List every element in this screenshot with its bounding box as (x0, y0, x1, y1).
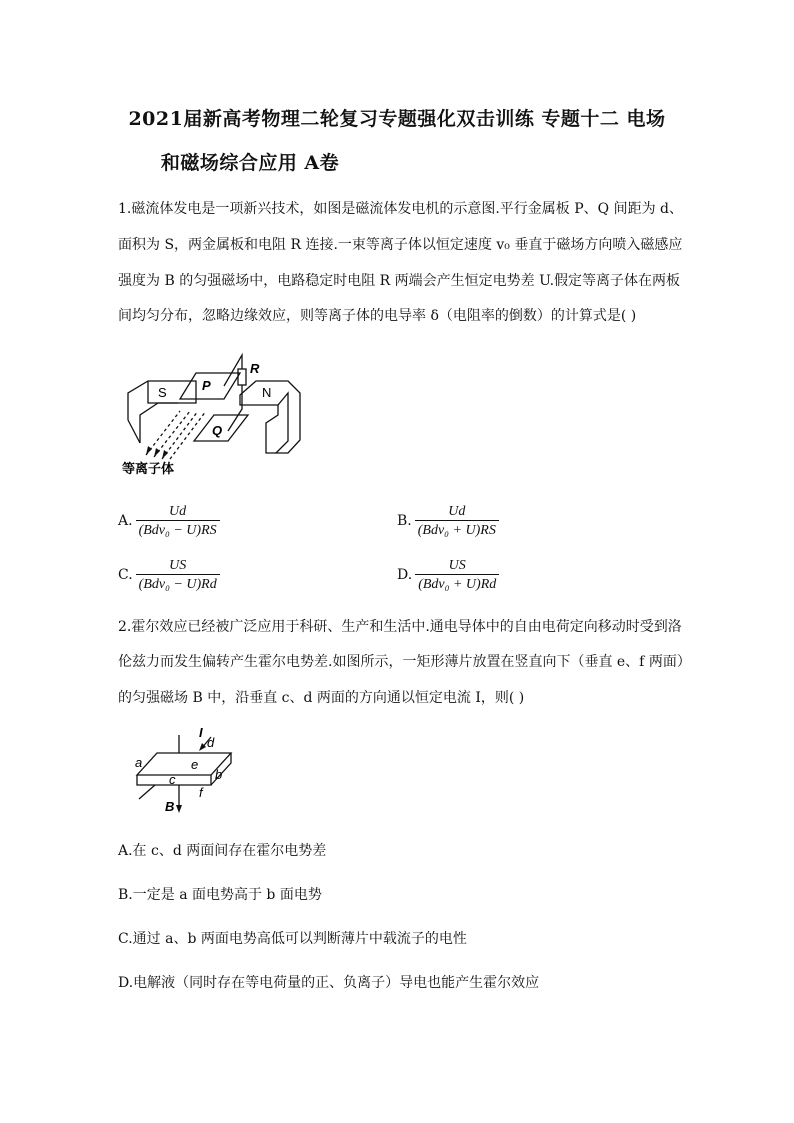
q2-line-1: 2.霍尔效应已经被广泛应用于科研、生产和生活中.通电导体中的自由电荷定向移动时受到洛 (118, 619, 682, 635)
q2-option-a: A.在 c、d 两面间存在霍尔电势差 (118, 843, 327, 859)
fraction-numerator: Ud (448, 504, 466, 519)
option-label: D. (397, 567, 413, 583)
label-e: e (191, 757, 199, 772)
label-i: I (199, 725, 203, 740)
label-b: b (215, 767, 223, 782)
hall-effect-figure (125, 725, 245, 820)
label-r: R (250, 361, 260, 376)
option-label: B. (397, 513, 412, 529)
q1-option-a (118, 503, 220, 539)
q2-option-b: B.一定是 a 面电势高于 b 面电势 (118, 887, 322, 903)
title-line-1: 2021届新高考物理二轮复习专题强化双击训练 专题十二 电场 (128, 108, 666, 130)
q1-option-b (397, 503, 499, 539)
fraction-denominator: (Bdv₀ + U)Rd (415, 574, 499, 593)
fraction-denominator: (Bdv₀ − U)Rd (136, 574, 220, 593)
q2-line-3: 的匀强磁场 B 中，沿垂直 c、d 两面的方向通以恒定电流 I，则( ) (118, 690, 525, 706)
option-label: A. (118, 513, 133, 529)
mhd-generator-figure (118, 345, 308, 480)
q2-option-c: C.通过 a、b 两面电势高低可以判断薄片中载流子的电性 (118, 931, 467, 947)
label-f: f (199, 785, 203, 800)
label-d: d (207, 735, 215, 750)
q1-line-1: 1.磁流体发电是一项新兴技术，如图是磁流体发电机的示意图.平行金属板 P、Q 间距为 d、 (118, 201, 684, 217)
fraction-denominator: (Bdv₀ + U)RS (415, 520, 499, 539)
fraction-numerator: Ud (169, 504, 187, 519)
q1-line-4: 间均匀分布，忽略边缘效应，则等离子体的电导率 δ（电阻率的倒数）的计算式是( ) (118, 308, 637, 324)
option-fraction (415, 557, 499, 593)
fraction-numerator: US (169, 558, 187, 573)
q1-option-c (118, 557, 220, 593)
option-fraction (415, 503, 499, 539)
fraction-numerator: US (448, 558, 466, 573)
label-q: Q (212, 423, 223, 438)
label-a: a (135, 755, 143, 770)
title-line-2: 和磁场综合应用 A卷 (160, 152, 340, 174)
plasma-caption: 等离子体 (122, 461, 175, 476)
label-c: c (169, 772, 176, 787)
q1-line-3: 强度为 B 的匀强磁场中，电路稳定时电阻 R 两端会产生恒定电势差 U.假定等离子体在两板 (118, 273, 681, 289)
label-n: N (262, 385, 272, 400)
option-fraction (136, 503, 220, 539)
option-label: C. (118, 567, 133, 583)
label-b-field: B (165, 799, 175, 814)
fraction-denominator: (Bdv₀ − U)RS (136, 520, 220, 539)
q1-option-d (397, 557, 499, 593)
option-fraction (136, 557, 220, 593)
q2-line-2: 伦兹力而发生偏转产生霍尔电势差.如图所示，一矩形薄片放置在竖直向下（垂直 e、f 两面） (118, 654, 691, 670)
label-s: S (158, 385, 167, 400)
q2-option-d: D.电解液（同时存在等电荷量的正、负离子）导电也能产生霍尔效应 (118, 975, 540, 991)
label-p: P (202, 378, 211, 393)
q1-line-2: 面积为 S，两金属板和电阻 R 连接.一束等离子体以恒定速度 v₀ 垂直于磁场方向喷入磁感应 (118, 237, 683, 253)
